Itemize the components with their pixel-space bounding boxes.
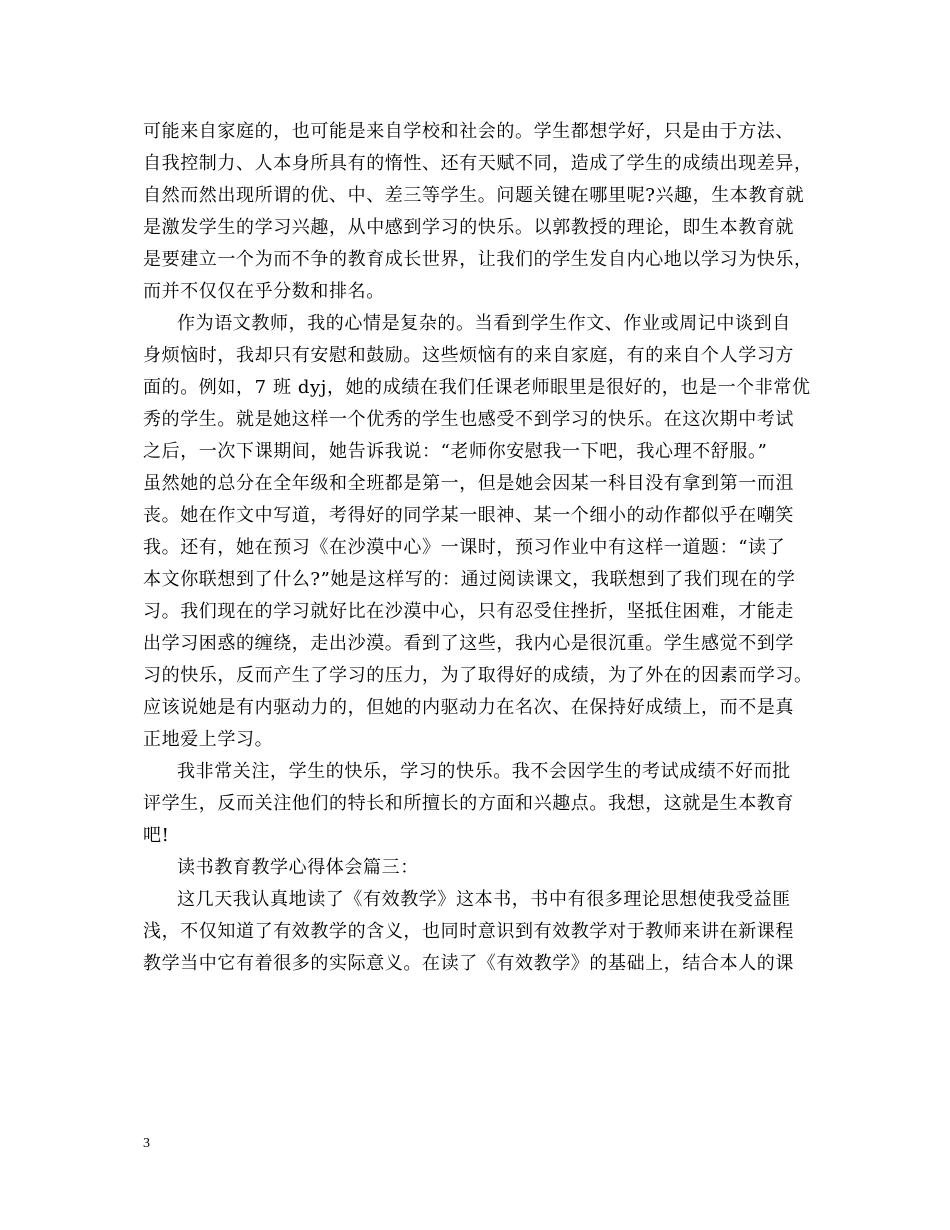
text-line: 习。我们现在的学习就好比在沙漠中心，只有忍受住挫折，坚抵住困难，才能走 — [143, 601, 794, 622]
document-body — [143, 116, 813, 980]
text-line: 面的。例如，7 班 dyj，她的成绩在我们任课老师眼里是很好的，也是一个非常优 — [143, 377, 811, 398]
text-line: 是要建立一个为而不争的教育成长世界，让我们的学生发自内心地以学习为快乐， — [143, 249, 813, 270]
text-line: 是激发学生的学习兴趣，从中感到学习的快乐。以郭教授的理论，即生本教育就 — [143, 217, 794, 238]
text-line: 教学当中它有着很多的实际意义。在读了《有效教学》的基础上，结合本人的课 — [143, 953, 794, 974]
page-number: 3 — [143, 1136, 150, 1151]
text-line: 而并不仅仅在乎分数和排名。 — [143, 281, 385, 302]
text-line: 可能来自家庭的，也可能是来自学校和社会的。学生都想学好，只是由于方法、 — [143, 121, 794, 142]
text-line: 我非常关注，学生的快乐，学习的快乐。我不会因学生的考试成绩不好而批 — [177, 761, 791, 782]
text-line: 身烦恼时，我却只有安慰和鼓励。这些烦恼有的来自家庭，有的来自个人学习方 — [143, 345, 794, 366]
text-line: 出学习困惑的缠绕，走出沙漠。看到了这些，我内心是很沉重。学生感觉不到学 — [143, 633, 794, 654]
text-line: 评学生，反而关注他们的特长和所擅长的方面和兴趣点。我想，这就是生本教育 — [143, 793, 794, 814]
text-line: 这几天我认真地读了《有效教学》这本书，书中有很多理论思想使我受益匪 — [177, 889, 791, 910]
text-line: 习的快乐，反而产生了学习的压力，为了取得好的成绩，为了外在的因素而学习。 — [143, 665, 813, 686]
text-line: 作为语文教师，我的心情是复杂的。当看到学生作文、作业或周记中谈到自 — [177, 313, 791, 334]
text-line: 丧。她在作文中写道，考得好的同学某一眼神、某一个细小的动作都似乎在嘲笑 — [143, 505, 794, 526]
text-line: 之后，一次下课期间，她告诉我说：“老师你安慰我一下吧，我心理不舒服。” — [143, 441, 768, 462]
text-line: 应该说她是有内驱动力的，但她的内驱动力在名次、在保持好成绩上，而不是真 — [143, 697, 794, 718]
text-line: 读书教育教学心得体会篇三： — [177, 857, 419, 878]
text-line: 浅，不仅知道了有效教学的含义，也同时意识到有效教学对于教师来讲在新课程 — [143, 921, 794, 942]
text-line: 秀的学生。就是她这样一个优秀的学生也感受不到学习的快乐。在这次期中考试 — [143, 409, 794, 430]
text-line: 自我控制力、人本身所具有的惰性、还有天赋不同，造成了学生的成绩出现差异， — [143, 153, 813, 174]
text-line: 吧! — [143, 825, 170, 846]
text-line: 我。还有，她在预习《在沙漠中心》一课时，预习作业中有这样一道题：“读了 — [143, 537, 786, 558]
text-line: 虽然她的总分在全年级和全班都是第一，但是她会因某一科目没有拿到第一而沮 — [143, 473, 794, 494]
text-line: 正地爱上学习。 — [143, 729, 274, 750]
text-line: 本文你联想到了什么?”她是这样写的：通过阅读课文，我联想到了我们现在的学 — [143, 569, 796, 590]
text-line: 自然而然出现所谓的优、中、差三等学生。问题关键在哪里呢?兴趣，生本教育就 — [143, 185, 805, 206]
